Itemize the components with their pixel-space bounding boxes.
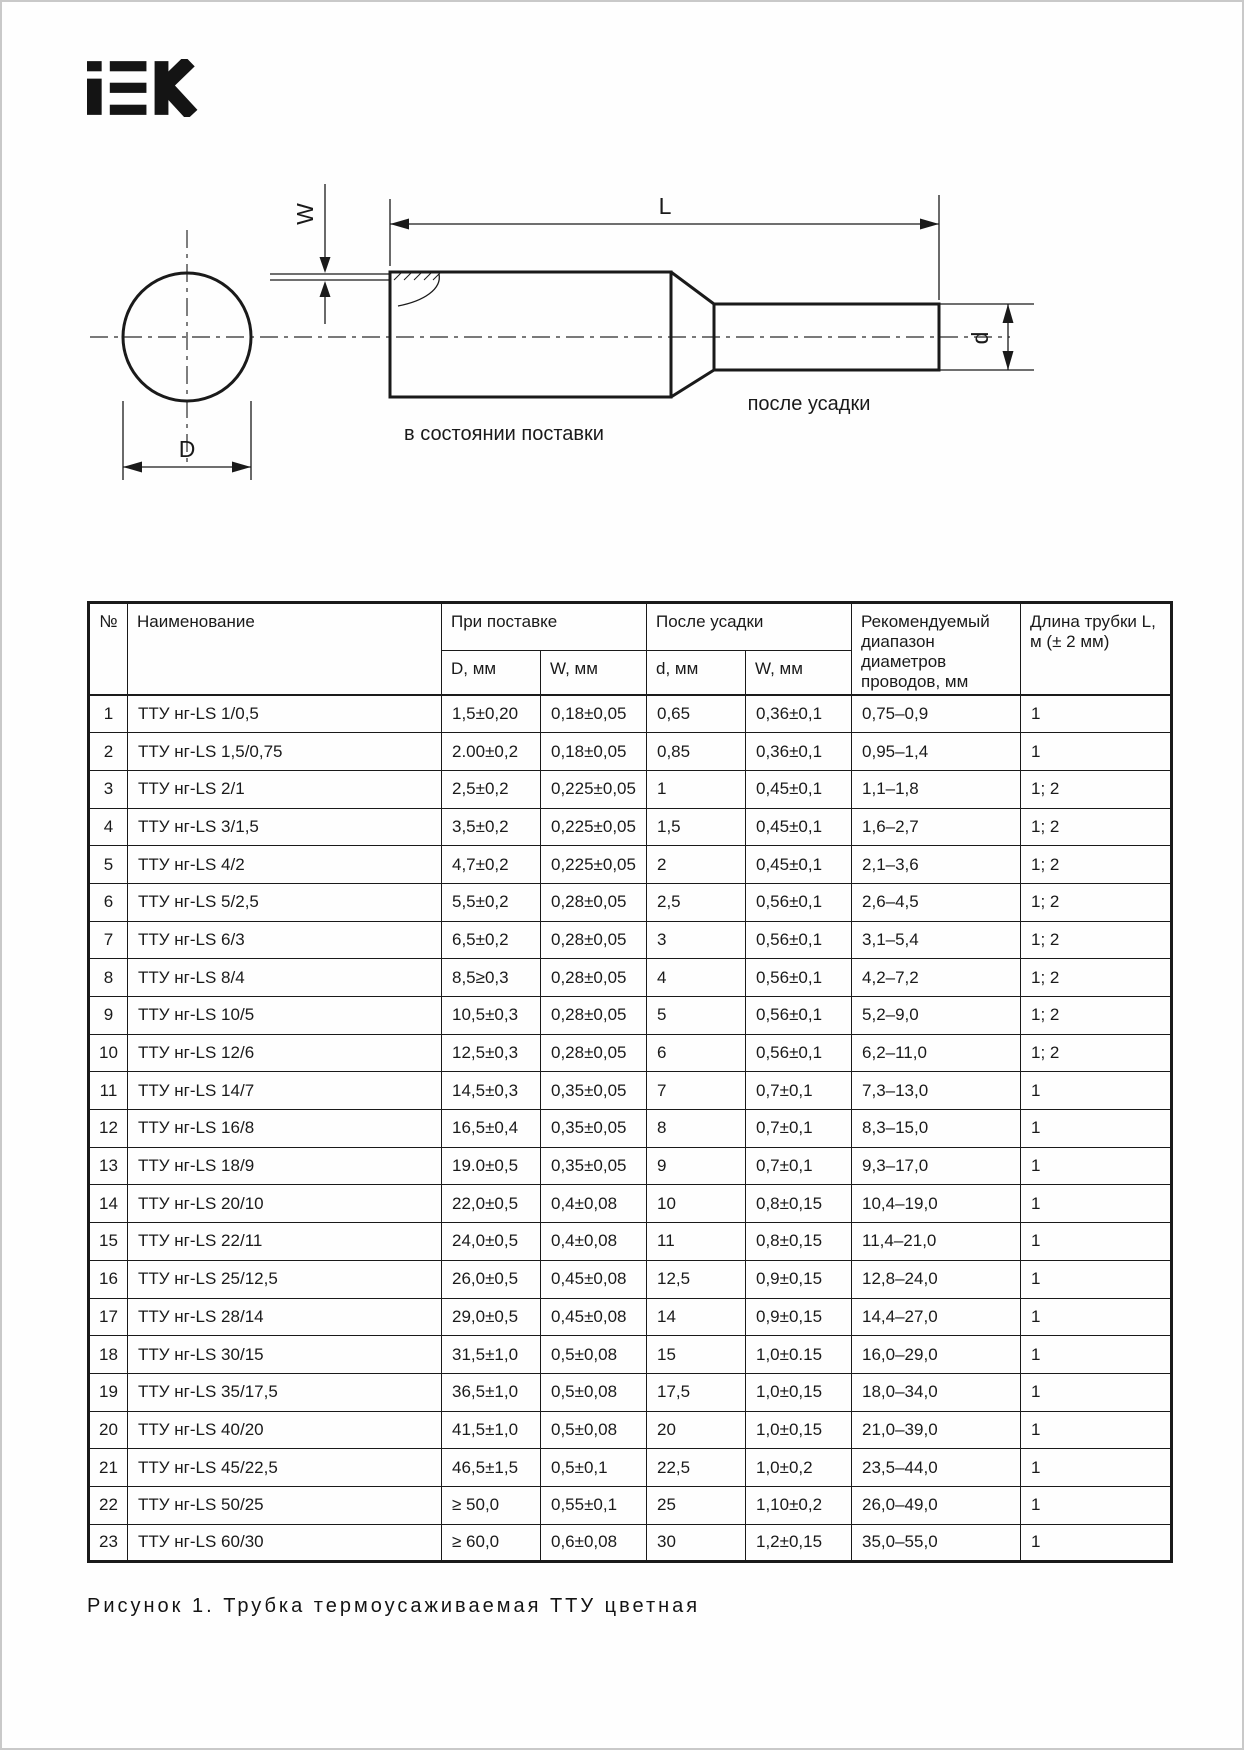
- cell-d_shrink: 3: [647, 921, 746, 959]
- cell-length: 1; 2: [1021, 808, 1172, 846]
- cell-num: 3: [89, 770, 128, 808]
- cell-d_supply: 5,5±0,2: [442, 883, 541, 921]
- header-d-supply: D, мм: [442, 651, 541, 696]
- spec-table: [87, 601, 1173, 1563]
- header-supply-group: При поставке: [442, 603, 647, 651]
- cell-d_supply: 24,0±0,5: [442, 1223, 541, 1261]
- cell-d_supply: 6,5±0,2: [442, 921, 541, 959]
- cell-w_supply: 0,35±0,05: [541, 1110, 647, 1148]
- cell-num: 19: [89, 1373, 128, 1411]
- cell-w_supply: 0,4±0,08: [541, 1223, 647, 1261]
- cell-length: 1: [1021, 1373, 1172, 1411]
- cell-d_shrink: 2: [647, 846, 746, 884]
- cell-name: ТТУ нг-LS 40/20: [128, 1411, 442, 1449]
- cell-d_shrink: 17,5: [647, 1373, 746, 1411]
- dimension-L: [390, 193, 939, 300]
- cell-w_shrink: 0,8±0,15: [746, 1223, 852, 1261]
- cell-num: 13: [89, 1147, 128, 1185]
- caption-after-shrink: после усадки: [747, 393, 871, 415]
- header-shrink-group: После усадки: [647, 603, 852, 651]
- cell-d_supply: 19.0±0,5: [442, 1147, 541, 1185]
- cell-num: 7: [89, 921, 128, 959]
- cell-range: 2,6–4,5: [852, 883, 1021, 921]
- cell-w_shrink: 0,7±0,1: [746, 1147, 852, 1185]
- cell-d_supply: 3,5±0,2: [442, 808, 541, 846]
- cell-w_shrink: 0,45±0,1: [746, 846, 852, 884]
- table-row: [89, 1486, 1172, 1524]
- cell-range: 0,75–0,9: [852, 695, 1021, 733]
- cell-d_shrink: 6: [647, 1034, 746, 1072]
- cell-num: 16: [89, 1260, 128, 1298]
- cell-num: 5: [89, 846, 128, 884]
- cell-name: ТТУ нг-LS 18/9: [128, 1147, 442, 1185]
- cell-d_supply: 26,0±0,5: [442, 1260, 541, 1298]
- cell-w_supply: 0,35±0,05: [541, 1147, 647, 1185]
- cell-d_shrink: 2,5: [647, 883, 746, 921]
- taper-bottom: [671, 370, 714, 397]
- cell-w_supply: 0,28±0,05: [541, 1034, 647, 1072]
- table-row: [89, 1524, 1172, 1562]
- cell-name: ТТУ нг-LS 4/2: [128, 846, 442, 884]
- cell-num: 18: [89, 1336, 128, 1374]
- cell-name: ТТУ нг-LS 35/17,5: [128, 1373, 442, 1411]
- cell-w_supply: 0,225±0,05: [541, 808, 647, 846]
- cell-num: 2: [89, 733, 128, 771]
- cell-name: ТТУ нг-LS 5/2,5: [128, 883, 442, 921]
- cell-w_shrink: 1,0±0,15: [746, 1373, 852, 1411]
- cell-d_supply: 16,5±0,4: [442, 1110, 541, 1148]
- cell-w_supply: 0,18±0,05: [541, 733, 647, 771]
- cell-d_shrink: 5: [647, 997, 746, 1035]
- cell-length: 1; 2: [1021, 883, 1172, 921]
- cell-num: 17: [89, 1298, 128, 1336]
- cell-range: 11,4–21,0: [852, 1223, 1021, 1261]
- cell-range: 1,1–1,8: [852, 770, 1021, 808]
- cell-num: 15: [89, 1223, 128, 1261]
- cell-num: 20: [89, 1411, 128, 1449]
- cell-num: 8: [89, 959, 128, 997]
- cell-w_supply: 0,6±0,08: [541, 1524, 647, 1562]
- cell-d_supply: 2.00±0,2: [442, 733, 541, 771]
- header-length: Длина трубки L, м (± 2 мм): [1021, 603, 1172, 696]
- caption-supplied-state: в состоянии поставки: [404, 423, 604, 445]
- header-w-supply: W, мм: [541, 651, 647, 696]
- taper-top: [671, 272, 714, 304]
- cell-num: 23: [89, 1524, 128, 1562]
- table-row: [89, 959, 1172, 997]
- table-row: [89, 808, 1172, 846]
- label-W: W: [292, 203, 318, 225]
- cell-w_shrink: 0,56±0,1: [746, 1034, 852, 1072]
- dimension-W: [270, 184, 390, 324]
- cell-w_supply: 0,5±0,08: [541, 1336, 647, 1374]
- cell-length: 1: [1021, 1223, 1172, 1261]
- cell-name: ТТУ нг-LS 8/4: [128, 959, 442, 997]
- cell-w_supply: 0,28±0,05: [541, 883, 647, 921]
- cell-length: 1; 2: [1021, 921, 1172, 959]
- cell-num: 9: [89, 997, 128, 1035]
- cell-w_shrink: 0,56±0,1: [746, 997, 852, 1035]
- wall-section-hatch: [394, 272, 440, 306]
- cell-d_shrink: 4: [647, 959, 746, 997]
- label-D: D: [178, 436, 196, 462]
- cell-d_shrink: 0,85: [647, 733, 746, 771]
- cell-range: 16,0–29,0: [852, 1336, 1021, 1374]
- cell-w_shrink: 0,8±0,15: [746, 1185, 852, 1223]
- header-range: Рекомендуемый диапазон диаметров проводов, мм: [852, 603, 1021, 696]
- cell-d_supply: 8,5≥0,3: [442, 959, 541, 997]
- cell-w_shrink: 0,56±0,1: [746, 921, 852, 959]
- cell-range: 0,95–1,4: [852, 733, 1021, 771]
- table-row: [89, 1336, 1172, 1374]
- table-body: [89, 695, 1172, 1562]
- cell-length: 1; 2: [1021, 770, 1172, 808]
- spec-table-header: [89, 603, 1172, 696]
- cell-d_supply: 2,5±0,2: [442, 770, 541, 808]
- cell-w_supply: 0,45±0,08: [541, 1260, 647, 1298]
- cell-length: 1: [1021, 1524, 1172, 1562]
- cell-range: 3,1–5,4: [852, 921, 1021, 959]
- cell-num: 1: [89, 695, 128, 733]
- cell-w_shrink: 0,56±0,1: [746, 883, 852, 921]
- cell-name: ТТУ нг-LS 10/5: [128, 997, 442, 1035]
- cell-d_supply: 29,0±0,5: [442, 1298, 541, 1336]
- cell-d_shrink: 7: [647, 1072, 746, 1110]
- cell-d_supply: ≥ 60,0: [442, 1524, 541, 1562]
- cell-name: ТТУ нг-LS 60/30: [128, 1524, 442, 1562]
- cell-d_supply: 12,5±0,3: [442, 1034, 541, 1072]
- cell-w_supply: 0,225±0,05: [541, 846, 647, 884]
- cell-w_supply: 0,28±0,05: [541, 997, 647, 1035]
- cell-num: 4: [89, 808, 128, 846]
- cell-w_supply: 0,5±0,08: [541, 1373, 647, 1411]
- cell-name: ТТУ нг-LS 14/7: [128, 1072, 442, 1110]
- table-row: [89, 1072, 1172, 1110]
- header-num: №: [89, 603, 128, 696]
- cell-range: 4,2–7,2: [852, 959, 1021, 997]
- cell-d_shrink: 22,5: [647, 1449, 746, 1487]
- table-row: [89, 883, 1172, 921]
- table-row: [89, 1411, 1172, 1449]
- cell-w_shrink: 1,2±0,15: [746, 1524, 852, 1562]
- cell-length: 1; 2: [1021, 997, 1172, 1035]
- cell-w_shrink: 0,7±0,1: [746, 1072, 852, 1110]
- cell-range: 10,4–19,0: [852, 1185, 1021, 1223]
- cell-num: 21: [89, 1449, 128, 1487]
- label-L: L: [658, 193, 672, 219]
- cell-num: 22: [89, 1486, 128, 1524]
- cell-d_supply: 31,5±1,0: [442, 1336, 541, 1374]
- table-row: [89, 733, 1172, 771]
- cell-range: 35,0–55,0: [852, 1524, 1021, 1562]
- label-d: d: [967, 331, 993, 345]
- cell-w_supply: 0,5±0,08: [541, 1411, 647, 1449]
- cell-w_shrink: 1,0±0,15: [746, 1411, 852, 1449]
- cell-name: ТТУ нг-LS 22/11: [128, 1223, 442, 1261]
- cell-range: 23,5–44,0: [852, 1449, 1021, 1487]
- cell-length: 1; 2: [1021, 1034, 1172, 1072]
- cell-length: 1: [1021, 1336, 1172, 1374]
- cell-length: 1: [1021, 1147, 1172, 1185]
- cell-d_shrink: 12,5: [647, 1260, 746, 1298]
- cell-w_shrink: 1,0±0,2: [746, 1449, 852, 1487]
- cell-d_shrink: 14: [647, 1298, 746, 1336]
- cell-range: 12,8–24,0: [852, 1260, 1021, 1298]
- table-row: [89, 921, 1172, 959]
- table-row: [89, 1449, 1172, 1487]
- cell-d_shrink: 8: [647, 1110, 746, 1148]
- cell-d_shrink: 9: [647, 1147, 746, 1185]
- cell-length: 1: [1021, 1411, 1172, 1449]
- cell-d_shrink: 15: [647, 1336, 746, 1374]
- cell-range: 9,3–17,0: [852, 1147, 1021, 1185]
- cell-d_supply: 14,5±0,3: [442, 1072, 541, 1110]
- cell-d_shrink: 1: [647, 770, 746, 808]
- cell-w_supply: 0,45±0,08: [541, 1298, 647, 1336]
- cell-d_shrink: 11: [647, 1223, 746, 1261]
- cell-range: 26,0–49,0: [852, 1486, 1021, 1524]
- cell-w_supply: 0,28±0,05: [541, 959, 647, 997]
- cell-name: ТТУ нг-LS 1/0,5: [128, 695, 442, 733]
- table-row: [89, 1298, 1172, 1336]
- table-row: [89, 1260, 1172, 1298]
- cell-d_shrink: 1,5: [647, 808, 746, 846]
- cell-w_shrink: 0,45±0,1: [746, 808, 852, 846]
- cell-d_shrink: 30: [647, 1524, 746, 1562]
- cell-num: 14: [89, 1185, 128, 1223]
- tubing-technical-drawing: [2, 2, 1244, 542]
- cell-length: 1: [1021, 1486, 1172, 1524]
- cell-length: 1; 2: [1021, 846, 1172, 884]
- cell-length: 1: [1021, 1449, 1172, 1487]
- header-w-shrink: W, мм: [746, 651, 852, 696]
- table-row: [89, 1223, 1172, 1261]
- cell-range: 5,2–9,0: [852, 997, 1021, 1035]
- table-row: [89, 997, 1172, 1035]
- cell-w_supply: 0,35±0,05: [541, 1072, 647, 1110]
- figure-caption: Рисунок 1. Трубка термоусаживаемая ТТУ цветная: [87, 1595, 701, 1617]
- cell-name: ТТУ нг-LS 20/10: [128, 1185, 442, 1223]
- cell-name: ТТУ нг-LS 30/15: [128, 1336, 442, 1374]
- cell-num: 6: [89, 883, 128, 921]
- cell-w_shrink: 0,45±0,1: [746, 770, 852, 808]
- cell-w_supply: 0,5±0,1: [541, 1449, 647, 1487]
- cell-d_supply: 46,5±1,5: [442, 1449, 541, 1487]
- table-row: [89, 695, 1172, 733]
- cell-w_shrink: 0,36±0,1: [746, 733, 852, 771]
- cell-length: 1: [1021, 1298, 1172, 1336]
- cell-range: 2,1–3,6: [852, 846, 1021, 884]
- cell-length: 1: [1021, 1185, 1172, 1223]
- table-row: [89, 1110, 1172, 1148]
- cell-name: ТТУ нг-LS 45/22,5: [128, 1449, 442, 1487]
- cell-w_shrink: 0,9±0,15: [746, 1260, 852, 1298]
- cell-range: 8,3–15,0: [852, 1110, 1021, 1148]
- header-d-shrink: d, мм: [647, 651, 746, 696]
- table-row: [89, 846, 1172, 884]
- cell-length: 1: [1021, 1110, 1172, 1148]
- table-row: [89, 1034, 1172, 1072]
- cell-range: 6,2–11,0: [852, 1034, 1021, 1072]
- cell-d_supply: 1,5±0,20: [442, 695, 541, 733]
- cell-length: 1: [1021, 1260, 1172, 1298]
- table-row: [89, 1185, 1172, 1223]
- cell-name: ТТУ нг-LS 3/1,5: [128, 808, 442, 846]
- cell-name: ТТУ нг-LS 28/14: [128, 1298, 442, 1336]
- cell-w_shrink: 1,10±0,2: [746, 1486, 852, 1524]
- cell-range: 18,0–34,0: [852, 1373, 1021, 1411]
- cell-name: ТТУ нг-LS 16/8: [128, 1110, 442, 1148]
- table-row: [89, 1373, 1172, 1411]
- cell-d_shrink: 20: [647, 1411, 746, 1449]
- cell-range: 1,6–2,7: [852, 808, 1021, 846]
- cell-num: 10: [89, 1034, 128, 1072]
- cell-w_shrink: 0,7±0,1: [746, 1110, 852, 1148]
- cell-d_supply: 36,5±1,0: [442, 1373, 541, 1411]
- cell-name: ТТУ нг-LS 1,5/0,75: [128, 733, 442, 771]
- cell-w_shrink: 1,0±0.15: [746, 1336, 852, 1374]
- cell-d_supply: 41,5±1,0: [442, 1411, 541, 1449]
- cell-name: ТТУ нг-LS 6/3: [128, 921, 442, 959]
- cell-w_shrink: 0,36±0,1: [746, 695, 852, 733]
- cell-d_shrink: 25: [647, 1486, 746, 1524]
- cell-d_supply: 10,5±0,3: [442, 997, 541, 1035]
- cell-name: ТТУ нг-LS 2/1: [128, 770, 442, 808]
- table-row: [89, 770, 1172, 808]
- cell-w_supply: 0,28±0,05: [541, 921, 647, 959]
- cell-name: ТТУ нг-LS 50/25: [128, 1486, 442, 1524]
- cell-w_shrink: 0,9±0,15: [746, 1298, 852, 1336]
- cell-w_supply: 0,18±0,05: [541, 695, 647, 733]
- cell-d_shrink: 0,65: [647, 695, 746, 733]
- cell-name: ТТУ нг-LS 12/6: [128, 1034, 442, 1072]
- cell-d_supply: 4,7±0,2: [442, 846, 541, 884]
- cell-length: 1: [1021, 733, 1172, 771]
- cell-num: 11: [89, 1072, 128, 1110]
- cell-w_supply: 0,4±0,08: [541, 1185, 647, 1223]
- cell-w_shrink: 0,56±0,1: [746, 959, 852, 997]
- cell-d_shrink: 10: [647, 1185, 746, 1223]
- table-row: [89, 1147, 1172, 1185]
- cell-range: 21,0–39,0: [852, 1411, 1021, 1449]
- cell-num: 12: [89, 1110, 128, 1148]
- cell-w_supply: 0,55±0,1: [541, 1486, 647, 1524]
- cell-length: 1: [1021, 695, 1172, 733]
- cell-d_supply: 22,0±0,5: [442, 1185, 541, 1223]
- cell-d_supply: ≥ 50,0: [442, 1486, 541, 1524]
- cell-w_supply: 0,225±0,05: [541, 770, 647, 808]
- cell-length: 1; 2: [1021, 959, 1172, 997]
- cell-range: 7,3–13,0: [852, 1072, 1021, 1110]
- cell-length: 1: [1021, 1072, 1172, 1110]
- cell-name: ТТУ нг-LS 25/12,5: [128, 1260, 442, 1298]
- cell-range: 14,4–27,0: [852, 1298, 1021, 1336]
- header-name: Наименование: [128, 603, 442, 696]
